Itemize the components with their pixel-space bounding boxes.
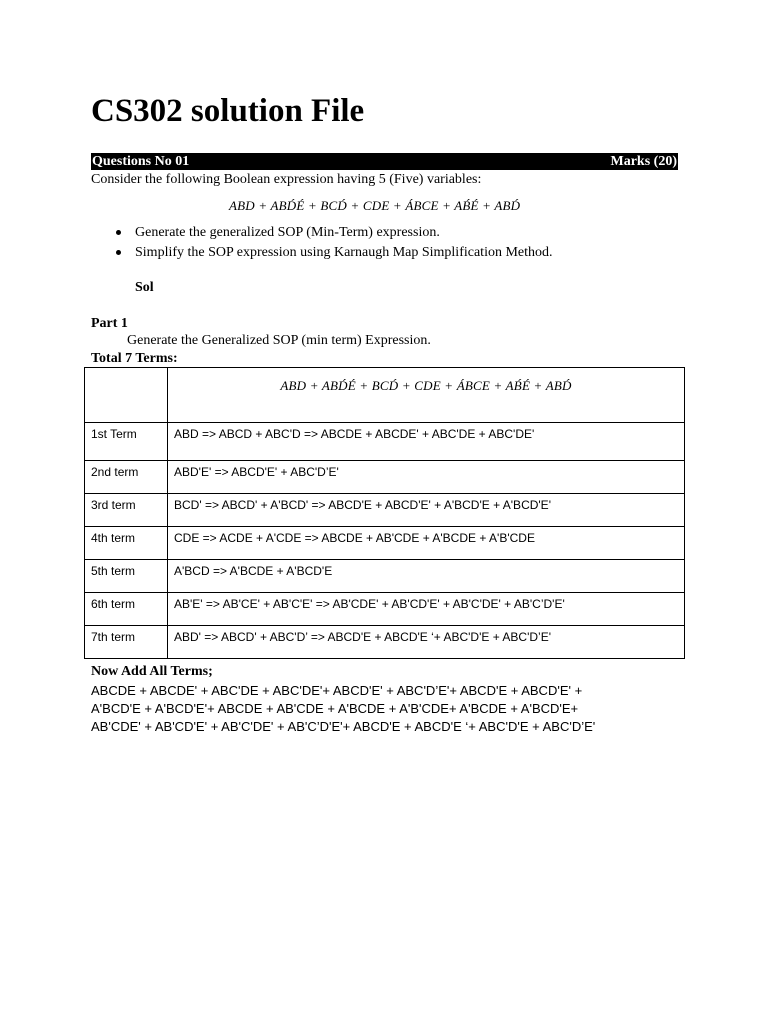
term-value: BCD' => ABCD' + A'BCD' => ABCD'E + ABCD'E' + A'BCD'E + A'BCD'E' — [168, 494, 685, 527]
term-label: 4th term — [85, 527, 168, 560]
term-label: 2nd term — [85, 461, 168, 494]
term-value: ABD => ABCD + ABC'D => ABCDE + ABCDE' + ABC'DE + ABC'DE' — [168, 423, 685, 461]
table-row — [85, 494, 685, 527]
sum-line: A'BCD'E + A'BCD'E'+ ABCDE + AB'CDE + A'BCDE + A'B'CDE+ A'BCDE + A'BCD'E+ — [91, 701, 579, 716]
sol-label: Sol — [135, 280, 154, 295]
term-value: ABD'E' => ABCD'E' + ABC'D’E' — [168, 461, 685, 494]
task-item: Generate the generalized SOP (Min-Term) expression. — [91, 223, 553, 243]
term-label: 7th term — [85, 626, 168, 659]
page-title: CS302 solution File — [91, 93, 365, 129]
table-row — [85, 461, 685, 494]
table-header-empty-cell — [85, 368, 168, 423]
term-label: 3rd term — [85, 494, 168, 527]
part-description: Generate the Generalized SOP (min term) Expression. — [127, 333, 431, 348]
sum-line: AB'CDE' + AB'CD'E' + AB'C'DE' + AB'C’D'E'+ ABCD'E + ABCD'E ‘+ ABC'D'E + ABC'D’E' — [91, 719, 596, 734]
term-value: CDE => ACDE + A'CDE => ABCDE + AB'CDE + A'BCDE + A'B'CDE — [168, 527, 685, 560]
table-header-expression: ABD + ABD́É + BCD́ + CDE + ÁBCE + AB́É + ABD́ — [280, 378, 572, 393]
term-value: AB'E' => AB'CE' + AB'C'E' => AB'CDE' + AB'CD'E' + AB'C'DE' + AB'C’D'E' — [168, 593, 685, 626]
task-list — [91, 223, 553, 263]
task-item: Simplify the SOP expression using Karnaugh Map Simplification Method. — [91, 243, 553, 263]
term-value: A'BCD => A'BCDE + A'BCD'E — [168, 560, 685, 593]
total-terms-label: Total 7 Terms: — [91, 351, 178, 366]
add-all-label: Now Add All Terms; — [91, 664, 213, 679]
term-label: 5th term — [85, 560, 168, 593]
table-row — [85, 527, 685, 560]
table-header-expression-cell — [168, 368, 685, 423]
table-row — [85, 423, 685, 461]
table-row — [85, 560, 685, 593]
intro-text: Consider the following Boolean expression having 5 (Five) variables: — [91, 172, 482, 187]
term-value: ABD' => ABCD' + ABC'D’ => ABCD'E + ABCD'E ‘+ ABC'D'E + ABC'D’E' — [168, 626, 685, 659]
term-label: 6th term — [85, 593, 168, 626]
sum-line: ABCDE + ABCDE' + ABC'DE + ABC'DE'+ ABCD'E' + ABC'D’E'+ ABCD'E + ABCD'E' + — [91, 683, 583, 698]
terms-table — [84, 367, 685, 659]
question-number: Questions No 01 — [92, 153, 190, 169]
boolean-expression: ABD + ABD́É + BCD́ + CDE + ÁBCE + AB́É + ABD́ — [229, 198, 521, 213]
term-label: 1st Term — [85, 423, 168, 461]
table-header-row — [85, 368, 685, 423]
part-label: Part 1 — [91, 316, 128, 331]
table-row — [85, 593, 685, 626]
question-marks: Marks (20) — [610, 153, 677, 169]
table-row — [85, 626, 685, 659]
question-header-bar — [91, 153, 678, 170]
